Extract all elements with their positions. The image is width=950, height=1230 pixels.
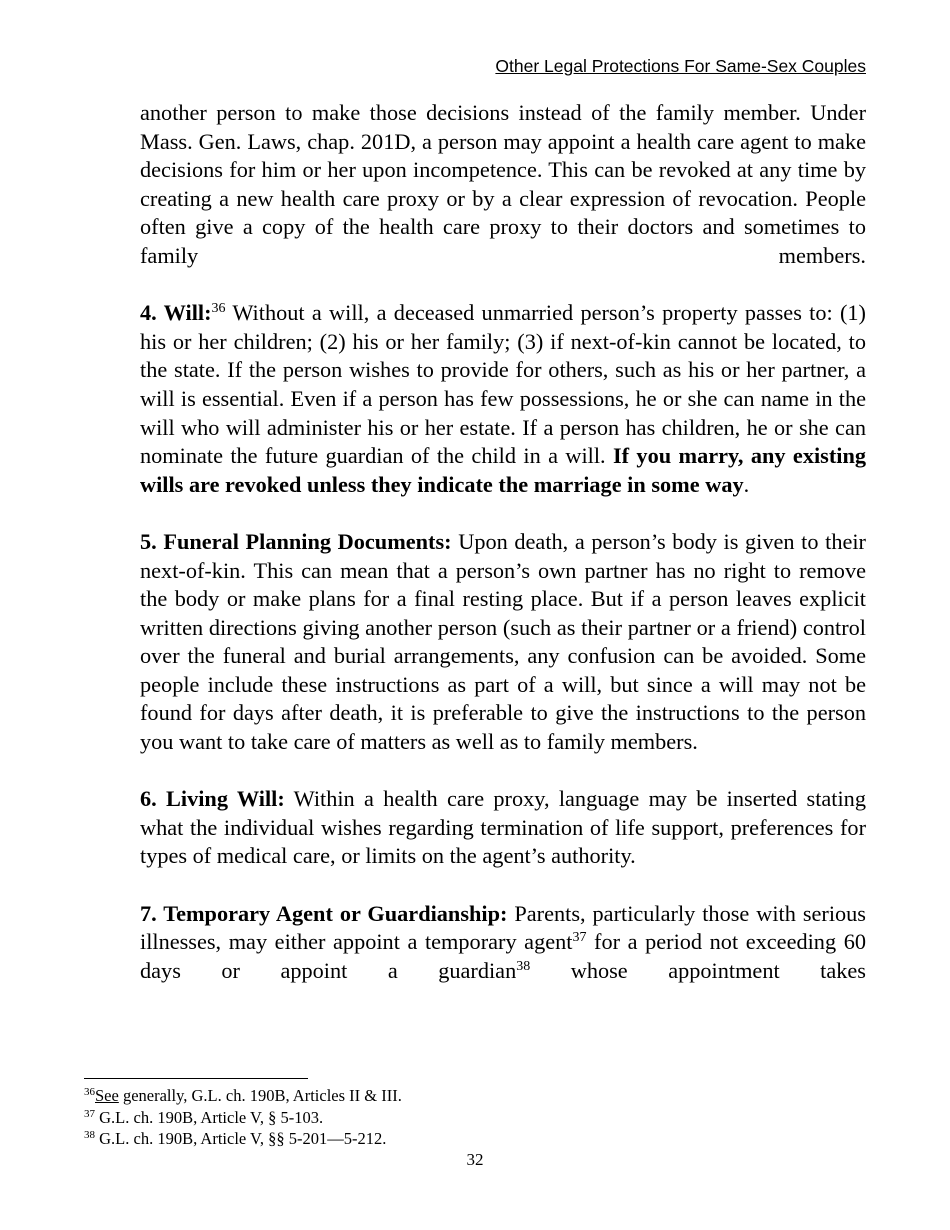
- footnote-36: [84, 1085, 844, 1107]
- section-heading-will: 4. Will:: [140, 300, 212, 326]
- footnote-text: G.L. ch. 190B, Article V, § 5-103.: [95, 1107, 324, 1127]
- guardianship-text-2: for a period not exceeding 60 days or appoint a guardian: [140, 929, 866, 983]
- footnote-text: generally, G.L. ch. 190B, Articles II & III.: [118, 1086, 402, 1105]
- running-header: Other Legal Protections For Same-Sex Couples: [495, 56, 866, 76]
- footnote-number: 38: [84, 1129, 95, 1141]
- footnote-number: 37: [84, 1107, 95, 1120]
- paragraph-health-care-proxy-continuation: another person to make those decisions instead of the family member. Under Mass. Gen. Laws, chap. 201D, a person may appoint a health care agent to make decisions for him or her upon incompetence. This can be revoked at any time by creating a new health care proxy or by a clear expression of revocation. People often give a copy of the health care proxy to their doctors and sometimes to family members.: [140, 100, 866, 268]
- page-number: 32: [466, 1150, 484, 1169]
- footnote-37: [84, 1107, 844, 1129]
- section-heading-funeral: 5. Funeral Planning Documents:: [140, 528, 452, 554]
- footnotes: [84, 1085, 844, 1150]
- funeral-text: Upon death, a person’s body is given to their next-of-kin. This can mean that a person’s own partner has no right to remove the body or make plans for a final resting place. But if a person leaves explicit written directions giving another person (such as their partner or a friend) control over the funeral and burial arrangements, any confusion can be avoided. Some people include these instructions as part of a will, but since a will may not be found for days after death, it is preferable to give the instructions to the person you want to take care of matters as well as to family members.: [140, 528, 866, 755]
- paragraph-funeral-planning: [140, 528, 866, 757]
- guardianship-text-1: Parents, particularly those with serious illnesses, may either appoint a temporary agent: [140, 900, 866, 955]
- will-text: Without a will, a deceased unmarried person’s property passes to: (1) his or her children; (2) his or her family; (3) if next-of-kin cannot be located, to the state. If the person wishes to provide for others, such as his or her partner, a will is essential. Even if a person has few possessions, he or she can name in the will who will administer his or her estate. If a person has children, he or she can nominate the future guardian of the child in a will.: [140, 300, 866, 469]
- citation-signal: See: [95, 1086, 119, 1105]
- will-end-punct: .: [743, 471, 750, 497]
- paragraph-guardianship: [140, 900, 866, 986]
- footnote-separator: [84, 1078, 308, 1079]
- body-text: [140, 99, 866, 985]
- footnote-38: [84, 1128, 844, 1150]
- section-heading-living-will: 6. Living Will:: [140, 786, 285, 812]
- footnote-ref-37[interactable]: 37: [572, 930, 587, 946]
- section-heading-guardianship: 7. Temporary Agent or Guardianship:: [140, 900, 508, 926]
- guardianship-text-3: whose appointment takes: [530, 957, 866, 983]
- paragraph-living-will: [140, 785, 866, 871]
- footnote-ref-38[interactable]: 38: [516, 958, 531, 974]
- will-bold-notice: If you marry, any existing wills are revoked unless they indicate the marriage in some way: [140, 443, 867, 497]
- living-will-text: Within a health care proxy, language may be inserted stating what the individual wishes regarding termination of life support, preferences for types of medical care, or limits on the agent’s authority.: [140, 786, 866, 869]
- footnote-ref-36[interactable]: 36: [211, 301, 226, 317]
- footnote-text: G.L. ch. 190B, Article V, §§ 5-201—5-212.: [95, 1129, 387, 1148]
- footnote-number: 36: [84, 1086, 95, 1098]
- paragraph-will: [140, 299, 866, 499]
